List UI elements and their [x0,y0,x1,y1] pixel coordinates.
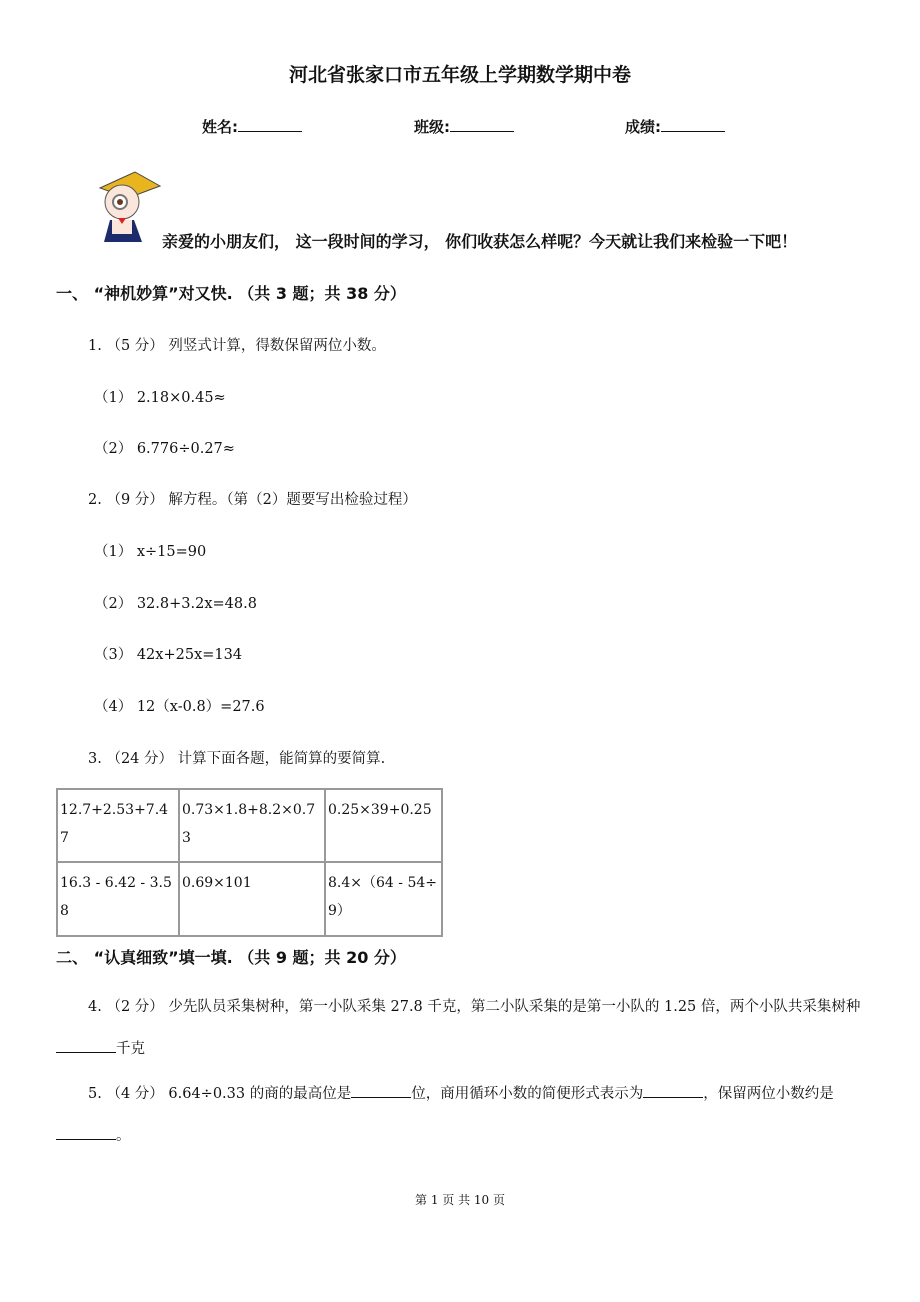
q1-item: （2） 6.776÷0.27≈ [94,441,235,457]
page-footer: 第 1 页 共 10 页 [415,1193,505,1207]
q5-text: 5. （4 分） 6.64÷0.33 的商的最高位是 位，商用循环小数的简便形式表示为 ，保留两位小数约是。 [56,1073,866,1157]
q4-text: 4. （2 分） 少先队员采集树种，第一小队采集 27.8 千克，第二小队采集的是第一小队的 1.25 倍，两个小队共采集树种千克 [56,986,866,1070]
answer-blank[interactable] [56,1125,116,1140]
table-cell: 0.69×101 [179,862,325,936]
q1-item: （1） 2.18×0.45≈ [94,390,226,406]
q3-table [56,788,443,937]
greeting-text: 亲爱的小朋友们， 这一段时间的学习， 你们收获怎么样呢？今天就让我们来检验一下吧！ [162,232,798,251]
section-2-heading: 二、 “认真细致”填一填. （共 9 题；共 20 分） [56,948,406,967]
q2-stem: 2. （9 分） 解方程。（第（2）题要写出检验过程） [88,492,417,508]
table-cell: 12.7+2.53+7.47 [57,789,179,862]
table-cell: 0.73×1.8+8.2×0.73 [179,789,325,862]
q2-item: （1） x÷15=90 [94,544,207,560]
table-cell: 8.4×（64 - 54÷9） [325,862,442,936]
table-row [57,862,442,936]
q1-stem: 1. （5 分） 列竖式计算，得数保留两位小数。 [88,338,386,354]
name-field[interactable]: 姓名: [202,116,302,137]
page-title: 河北省张家口市五年级上学期数学期中卷 [288,64,631,86]
table-cell: 16.3 - 6.42 - 3.58 [57,862,179,936]
section-1-heading: 一、 “神机妙算”对又快. （共 3 题；共 38 分） [56,284,406,303]
q2-item: （3） 42x+25x=134 [94,647,243,663]
class-field[interactable]: 班级: [414,116,514,137]
table-cell: 0.25×39+0.25 [325,789,442,862]
answer-blank[interactable] [351,1083,411,1098]
q2-item: （4） 12（x-0.8）=27.6 [94,699,265,715]
q2-item: （2） 32.8+3.2x=48.8 [94,596,257,612]
q3-stem: 3. （24 分） 计算下面各题，能简算的要简算. [88,751,386,767]
table-row [57,789,442,862]
answer-blank[interactable] [643,1083,703,1098]
score-field[interactable]: 成绩: [625,116,725,137]
cartoon-mascot-icon [90,168,166,244]
answer-blank[interactable] [56,1038,116,1053]
